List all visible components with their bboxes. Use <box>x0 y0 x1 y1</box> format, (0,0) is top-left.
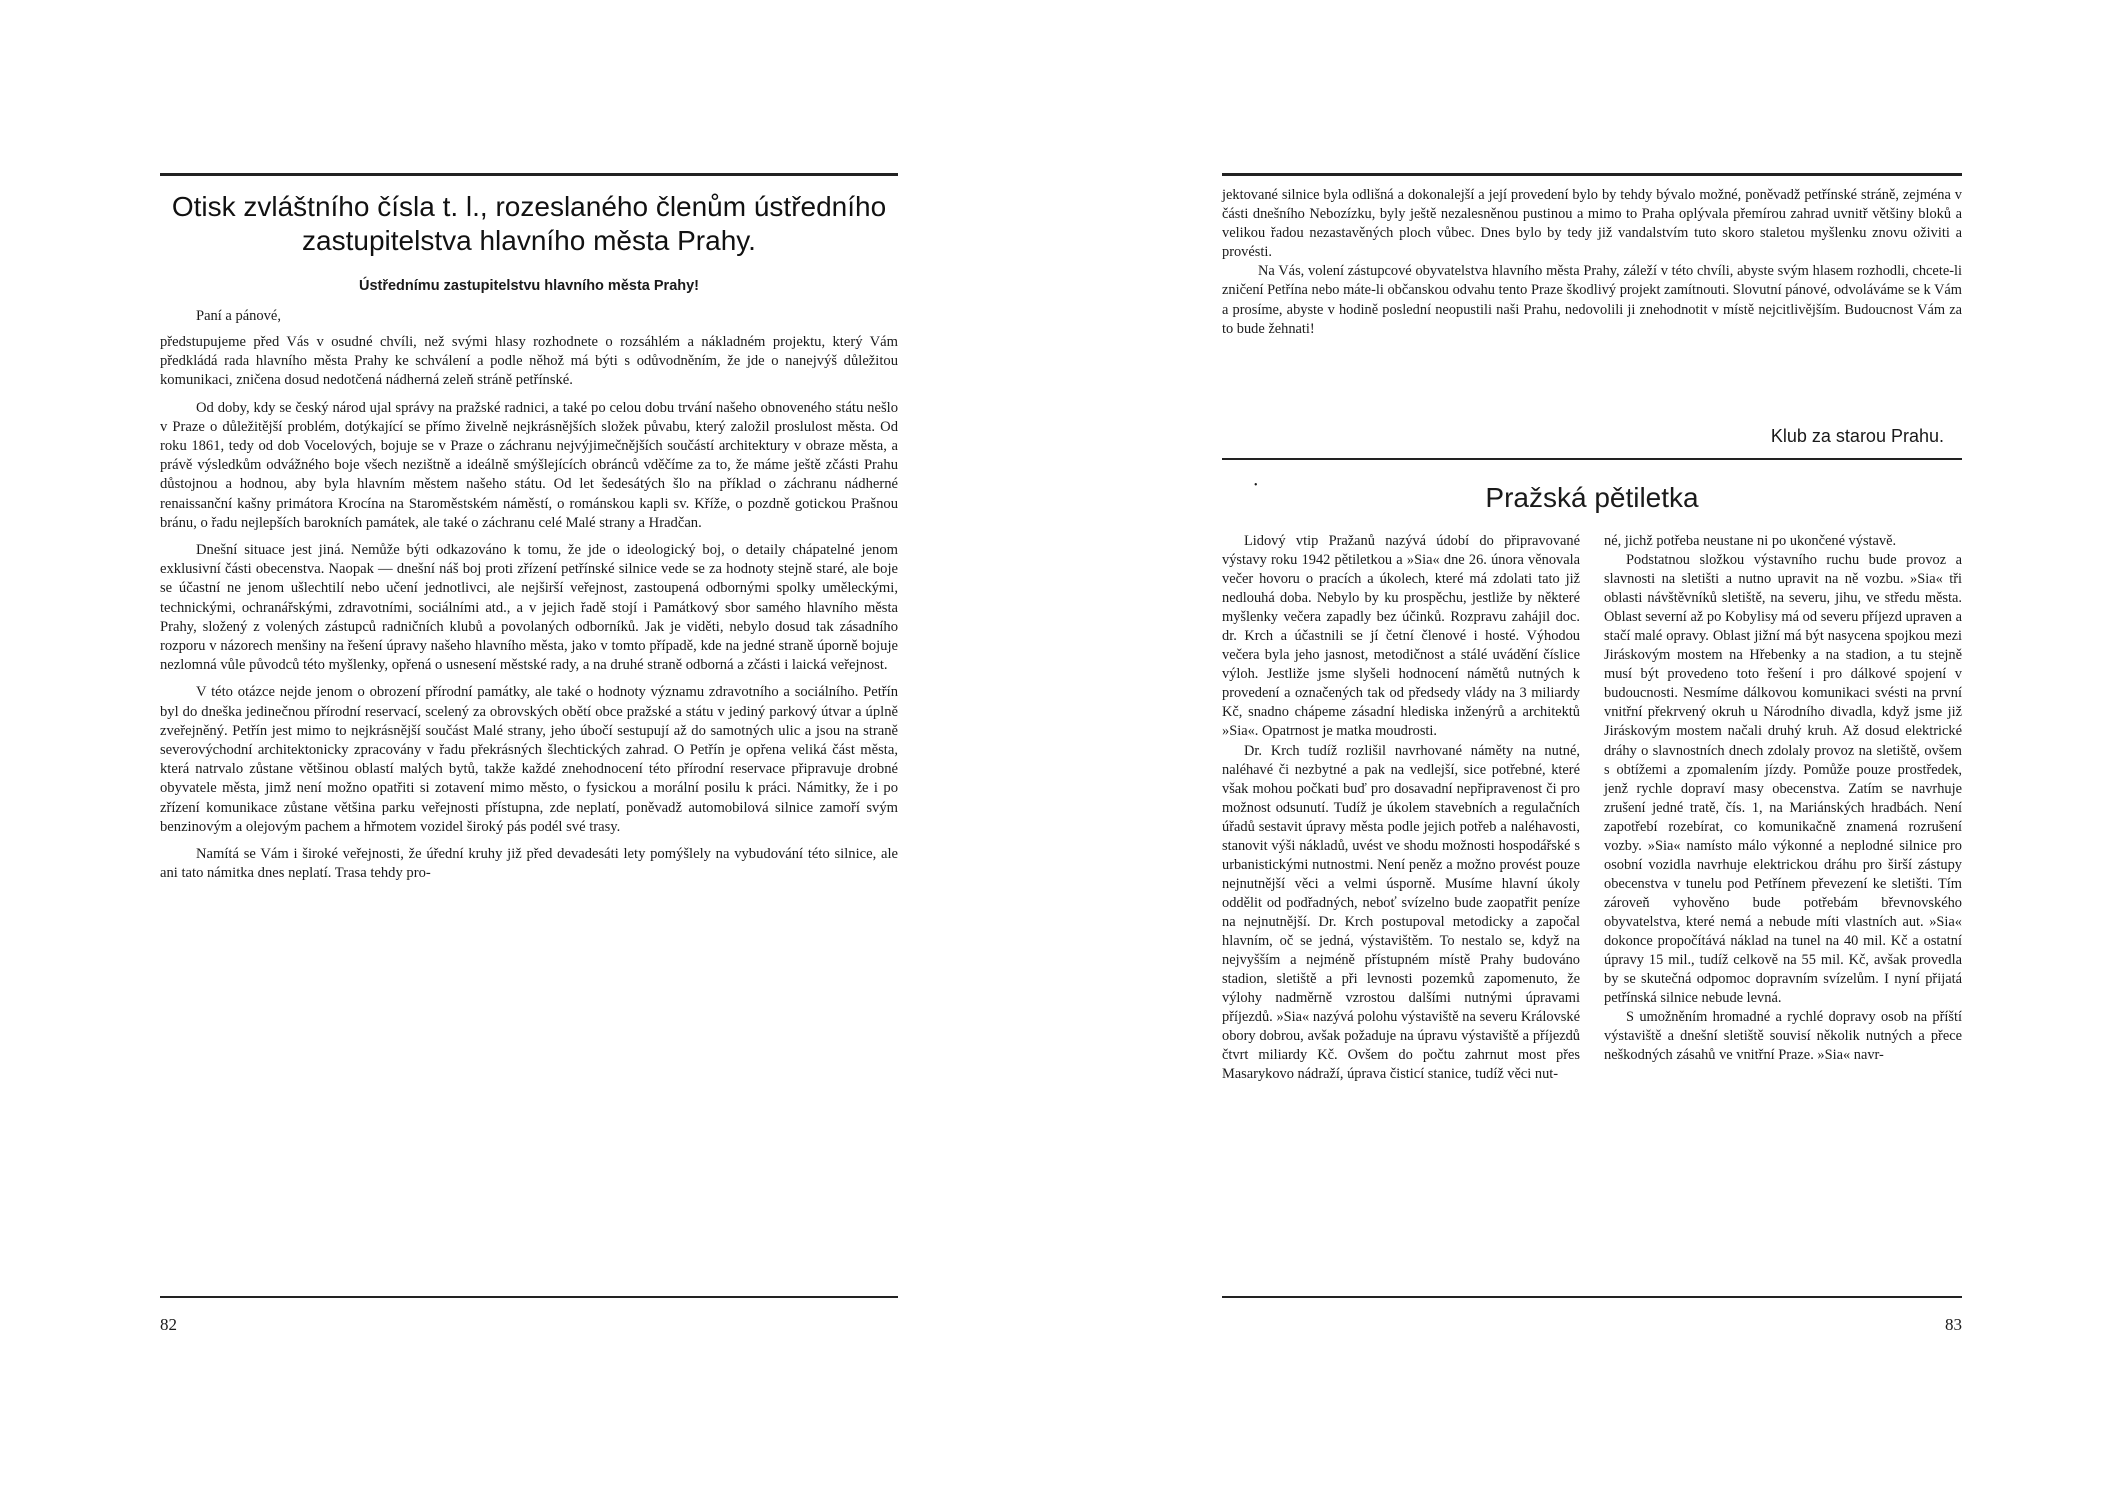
stray-mark: • <box>1254 480 1258 491</box>
paragraph: předstupujeme před Vás v osudné chvíli, než svými hlasy rozhodnete o rozsáhlém a nákladném projektu, který Vám předkládá rada hlavního města Prahy ke schválení a podle něhož má býti s odůvodněním, že jde o nanejvýš důležitou komunikaci, zničena dosud nedotčená nádherná zeleň stráně petřínské. <box>160 334 898 389</box>
column-left <box>1222 532 1580 1084</box>
top-rule <box>160 173 898 176</box>
paragraph: Lidový vtip Pražanů nazývá údobí do připravované výstavy roku 1942 pětiletkou a »Sia« dne 26. února věnovala večer hovoru o pracích a úkolech, které má zdolati tato již nedlouhá doba. Nebylo by ku prospěchu, jestliže by některé myšlenky večera zapadly bez účinků. Rozpravu zahájil doc. dr. Krch a účastnili se jí četní členové i hosté. Výhodou večera byla jeho jasnost, metodičnost a stálé uvádění číslice výloh. Jestliže jsme slyšeli hodnocení námětů nutných k provedení a označených tak od předsedy vlády na 3 miliardy Kč, snadno chápeme zásadní hlediska inženýrů a architektů »Sia«. Opatrnost je matka moudrosti. <box>1222 533 1580 740</box>
salutation: Paní a pánové, <box>196 308 281 324</box>
section-rule <box>1222 458 1962 460</box>
article-title: Otisk zvláštního čísla t. l., rozeslaného členům ústředního zastupitelstva hlavního města Prahy. <box>171 191 887 256</box>
paragraph: Na Vás, volení zástupcové obyvatelstva hlavního města Prahy, záleží v této chvíli, abyste svým hlasem rozhodli, chcete-li zničení Petřína nebo máte-li občanskou odvahu tento Praze škodlivý projekt zamítnouti. Slovutní pánové, odvoláváme se k Vám a prosíme, abyste v hodině poslední neopustili naši Prahu, nedovolili ji znehodnotit v místě nejcitlivějším. Budoucnost Vám za to bude žehnati! <box>1222 263 1962 337</box>
paragraph: V této otázce nejde jenom o obrození přírodní památky, ale také o hodnoty významu zdravotního a sociálního. Petřín byl do dneška jedinečnou přírodní reservací, scelený za obrovských obětí obce pražské a státu v jediný parkový útvar a úplně zveřejněný. Petřín jest mimo to nejkrásnější součást Malé strany, jeho úbočí sestupují až do samotných ulic a jsou na straně severovýchodní architektonicky zpracovány v řadu překrásných šlechtických zahrad. O Petřín je opřena veliká část města, která natrvalo zůstane většinou oblastí malých bytů, takže každé znehodnocení této přírodní reservace připravuje drobné obyvatele města, jimž není možno opatřiti si zotavení mimo město, o fysickou a morální posilu k práci. Námitky, že i po zřízení komunikace zůstane většina parku veřejnosti přístupna, zde neplatí, poněvadž automobilová silnice zamoří svým benzinovým a olejovým pachem a hřmotem vozidel široký pás podél své trasy. <box>160 684 898 835</box>
paragraph: Dr. Krch tudíž rozlišil navrhované náměty na nutné, naléhavé či nezbytné a pak na vedlejší, sice potřebné, které však mohou počkati buď pro dosavadní nepřipravenost či pro možnost odsunutí. Tudíž je úkolem stavebních a regulačních úřadů sestavit úpravy města podle jejich potřeb a naléhavosti, stanovit výši nákladů, uvést ve shodu možnosti hospodářské s urbanistickými nutnostmi. Není peněz a možno provést pouze nejnutnější věci a velmi úsporně. Musíme hlavní úkoly oddělit od podřadných, neboť svízelno bude zaopatřit peníze na nejnutnější. Dr. Krch postupoval metodicky a započal hlavním, oč se jedná, výstavištěm. To nestalo se, když na nejvyšším a nejméně přístupném místě Prahy budováno stadion, sletiště a při levnosti pozemků zapomenuto, že výlohy nadměrně vzrostou dalšími nutnými úpravami příjezdů. »Sia« nazývá polohu výstaviště na severu Královské obory dobrou, avšak požaduje na úpravu výstaviště a příjezdů čtvrt miliardy Kč. Ovšem do počtu zahrnut most přes Masarykovo nádraží, úprava čisticí stanice, tudíž věci nut- <box>1222 742 1580 1083</box>
paragraph: Od doby, kdy se český národ ujal správy na pražské radnici, a také po celou dobu trvání našeho obnoveného státu nešlo v Praze o důležitější problém, dotýkající se přímo živelně nejkrásnějších složek půvabu, který založil proslulost města. Od roku 1861, tedy od dob Vocelových, bojuje se v Praze o záchranu nejvýjimečnějších součástí architektury v obraze města, a právě výsledkům odvážného boje všech nezištně a ideálně smýšlejících obránců vděčíme za to, že máme ještě zčásti Prahu důstojnou a hodnou, aby byla hlavním městem našeho státu. Od let šedesátých šlo na příklad o záchranu nádherné renaissanční kašny primátora Krocína na Staroměstském náměstí, o románskou kapli sv. Kříže, o pozdně gotickou Prašnou bránu, o řadu nejlepších barokních památek, ale také o záchranu celé Malé strany a Hradčan. <box>160 399 898 531</box>
signature: Klub za starou Prahu. <box>1770 426 1944 446</box>
paragraph: jektované silnice byla odlišná a dokonalejší a její provedení bylo by tehdy bývalo možné, poněvadž petřínské stráně, zejména v části dnešního Nebozízku, byly ještě nezalesněnou pustinou a mimo to Praha oplývala přemírou zahrad uvnitř většiny bloků a velikou řadou nezastavěných ploch vůbec. Dnes bylo by tedy již vandalstvím tuto skoro staletou myšlenku znovu oživiti a provésti. <box>1222 187 1962 261</box>
column-right <box>1604 532 1962 1084</box>
paragraph: né, jichž potřeba neustane ni po ukončené výstavě. <box>1604 533 1897 549</box>
article-title: Pražská pětiletka <box>1485 482 1699 513</box>
letter-continuation <box>1222 186 1962 339</box>
article-columns <box>1222 532 1962 1084</box>
top-rule <box>1222 173 1962 176</box>
bottom-rule <box>1222 1296 1962 1298</box>
paragraph: Namítá se Vám i široké veřejnosti, že úřední kruhy již před devadesáti lety pomýšlely na vybudování této silnice, ale ani tato námitka dnes neplatí. Trasa tehdy pro- <box>160 846 898 882</box>
paragraph: Dnešní situace jest jiná. Nemůže býti odkazováno k tomu, že jde o ideologický boj, o detaily chápatelné jenom exklusivní části obecenstva. Naopak — dnešní náš boj proti zřízení petřínské silnice vede se za hodnoty stejně staré, ale boje se účastní ne jenom ušlechtilí nebo učení jednotlivci, ale nejširší veřejnost, zastoupená odbornými spolky uměleckými, technickými, ochranářskými, zdravotními, sociálními atd., a v jejich řadě stojí i Památkový sbor samého hlavního města Prahy, složený z volených zástupců radničních klubů a povolaných odborníků. Jak je viděti, nebylo dosud tak zásadního rozporu v názorech menšiny na řešení úpravy našeho hlavního města, jako v tomto případě, kde na jedné straně úporně bojuje nezlomná vůle původců této myšlenky, opřená o usnesení městské rady, a na druhé straně odborná a zčásti i laická veřejnost. <box>160 542 898 674</box>
page-number: 82 <box>160 1315 177 1334</box>
page-number: 83 <box>1945 1315 1962 1334</box>
paragraph: Podstatnou složkou výstavního ruchu bude provoz a slavnosti na sletišti a nutno upravit na ně vozbu. »Sia« tři oblasti návštěvníků sletiště, na severu, jihu, ve středu města. Oblast severní až po Kobylisy má od severu příjezd upraven a stačí malé opravy. Oblast jižní má být nasycena spojkou mezi Jiráskovým mostem na Hřebenky a na stadion, a tu stejně musí být provedeno toto řešení i pro dálkové spojení v budoucnosti. Nesmíme dálkovou komunikaci svésti na první vnitřní překrvený okruh u Národního divadla, když jsme již Jiráskovým mostem načali druhý kruh. Až dosud elektrické dráhy o slavnostních dnech zdolaly provoz na sletiště, ovšem s obtížemi a zpomalením jízdy. Pomůže pouze prostředek, jenž rychle dopraví masy obecenstva. Zatím se navrhuje zrušení jedné tratě, čís. 1, na Mariánských hradbách. Není zapotřebí rozebírat, co komunikačně znamená rozrušení vozby. »Sia« namísto málo výkonné a neplodné silnice pro osobní vozidla navrhuje elektrickou dráhu pro širší zástupy obecenstva v tunelu pod Petřínem převezení ke sletišti. Tím zároveň vyhověno bude potřebám břevnovského obyvatelstva, které nemá a nebude míti vlastních aut. »Sia« dokonce propočítává náklad na tunel na 40 mil. Kč a ostatní úpravy 15 mil., tudíž celkově na 55 mil. Kč, avšak provedla by se skutečná odpomoc dopravním svízelům. I nyní přijatá petřínská silnice nebude levná. <box>1604 552 1962 1007</box>
addressee: Ústřednímu zastupitelstvu hlavního města Prahy! <box>358 278 700 294</box>
letter-body <box>160 333 898 891</box>
bottom-rule <box>160 1296 898 1298</box>
paragraph: S umožněním hromadné a rychlé dopravy osob na příští výstaviště a dnešní sletiště souvisí několik nutných a přece neškodných zásahů ve vnitřní Praze. »Sia« navr- <box>1604 1009 1962 1064</box>
